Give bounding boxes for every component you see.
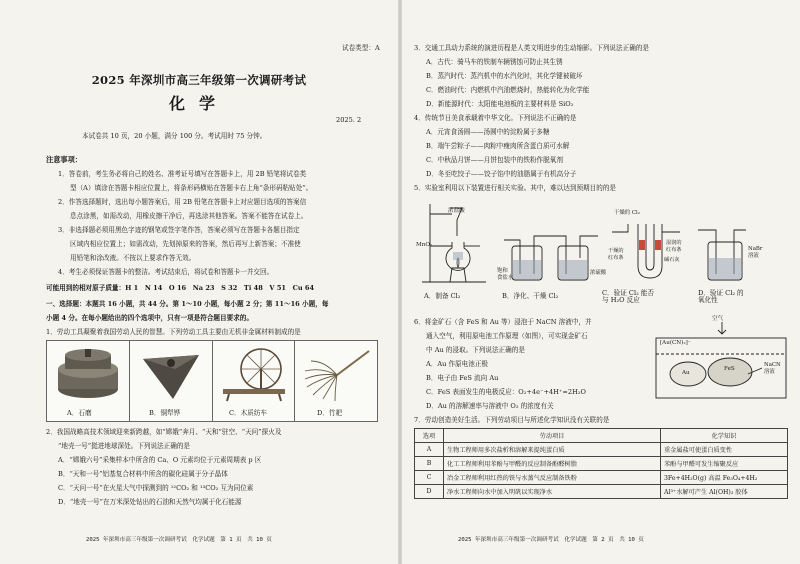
q5-stem: 5．实验室利用以下装置进行相关实验。其中，难以达到预期目的的是: [414, 184, 617, 192]
q7-table: [414, 428, 788, 499]
q3-option: C．燃油时代：内燃机中汽油燃烧时，热能转化为化学能: [426, 86, 590, 94]
q2-stem: “地壳一号”挺进地球深处。下列说法正确的是: [58, 442, 191, 450]
table-cell: B: [415, 457, 444, 471]
label-au: Au: [682, 370, 690, 376]
q3-option: A．古代：骑马车的铁制车辆锈蚀可防止其生锈: [426, 58, 563, 66]
table-row: [415, 485, 788, 499]
label-dry-cl2: 干燥的 Cl₂: [614, 210, 640, 216]
table-cell: 苯酚与甲醛可发生缩聚反应: [661, 457, 788, 471]
notes-title: 注意事项：: [46, 155, 82, 164]
page-footer: 2025 年深圳市高三年级第一次调研考试 化学试题 第 2 页 共 10 页: [458, 537, 644, 543]
table-row: [415, 443, 788, 457]
note-line: 息点涂黑，如需改动，用橡皮擦干净后，再选涂其他答案。答案不能答在试卷上。: [70, 212, 308, 220]
table-cell: 3Fe+4H₂O(g) 高温 Fe₃O₄+4H₂: [661, 471, 788, 485]
table-row: [415, 457, 788, 471]
q6-stem: 6．将金矿石（含 FeS 和 Au 等）浸泡于 NaCN 溶液中，并: [414, 318, 592, 326]
table-header-row: [415, 429, 788, 443]
q6-stem: 通入空气，利用原电池工作原理（如图），可实现金矿石: [426, 332, 588, 340]
exam-title: 2025 年深圳市高三年级第一次调研考试: [91, 73, 307, 87]
note-line: 用铅笔和涂改液。不按以上要求作答无效。: [70, 254, 196, 262]
q5-option: B．净化、干燥 Cl₂: [502, 292, 559, 300]
table-header: 选项: [415, 429, 444, 443]
label-lime: 碱石灰: [664, 257, 680, 263]
q1-stem: 1．劳动工具凝聚着我国劳动人民的智慧。下列劳动工具主要由无机非金属材料制成的是: [46, 328, 301, 336]
q4-option: A．元宵食汤圆——汤圆中的淀粉属于多糖: [426, 128, 550, 136]
q2-option: A．“嫦娥六号”采集样本中所含的 Ca、O 元素均位于元素周期表 p 区: [58, 456, 262, 464]
subject-title: 化学: [168, 94, 229, 113]
intro-text: 本试卷共 10 页，20 小题，满分 100 分。考试用时 75 分钟。: [82, 132, 267, 140]
label-nacn: NaCN 溶液: [764, 362, 781, 375]
q2-option: C．“天问一号”在火星大气中探测到的 ¹²CO₂ 和 ¹³CO₂ 互为同位素: [58, 484, 254, 492]
bamboo-rake-image: [301, 345, 371, 403]
label-saltwater: 饱和 食盐水: [497, 268, 514, 281]
q4-option: C．中秋品月饼——月饼包装中的铁粉作脱氧剂: [426, 156, 563, 164]
option-label: C．木质纺车: [229, 409, 268, 417]
q6-option: C．FeS 表面发生的电极反应：O₂+4e⁻+4H⁺=2H₂O: [426, 388, 586, 396]
q6-stem: 中 Au 的浸取。下列说法正确的是: [426, 346, 525, 354]
q4-option: D．冬至吃饺子——饺子馅中的油脂属于有机高分子: [426, 170, 577, 178]
table-cell: 重金属盐可使蛋白质变性: [661, 443, 788, 457]
q3-stem: 3．交通工具动力系统的演进历程是人类文明进步的生动缩影。下列说法正确的是: [414, 44, 649, 52]
page-1: [0, 0, 398, 564]
q3-option: B．蒸汽时代：蒸汽机中的水汽化时，其化学键被破坏: [426, 72, 583, 80]
table-cell: D: [415, 485, 444, 499]
q2-stem: 2．我国战略高技术领域迎来新跨越，如“嫦娥”奔月、“天和”驻空、“天问”探火及: [46, 428, 282, 436]
option-label: A．石磨: [67, 409, 92, 417]
q7-stem: 7．劳动创造美好生活。下列劳动项目与所述化学知识没有关联的是: [414, 416, 610, 424]
q4-option: B．端午尝粽子——肉粽中瘦肉所含蛋白质可水解: [426, 142, 570, 150]
section-heading: 一、选择题：本题共 16 小题，共 44 分。第 1～10 小题，每小题 2 分；第 11～16 小题，每: [46, 300, 329, 308]
note-line: 4．考生必须保证答题卡的整洁。考试结束后，将试卷和答题卡一并交回。: [58, 268, 274, 276]
spinning-wheel-image: [219, 345, 289, 403]
label-nabr: NaBr 溶液: [748, 246, 763, 259]
q5-option: A．制备 Cl₂: [424, 292, 461, 300]
note-line: 区域内相应位置上；如需改动，先划掉原来的答案，然后再写上新答案；不准使: [70, 240, 301, 248]
page-2: [402, 0, 800, 564]
q2-option: D．“地壳一号”在万米深处钻出的石油和天然气均属于化石能源: [58, 498, 242, 506]
q3-option: D．新能源时代：太阳能电池板的主要材料是 SiO₂: [426, 100, 574, 108]
q1-image-table: [46, 340, 378, 422]
q6-cell-diagram: [652, 318, 790, 402]
note-line: 1．答卷前，考生务必将自己的姓名、准考证号填写在答题卡上，用 2B 铅笔将试卷类: [58, 170, 307, 178]
q4-stem: 4．传统节日美食承载着中华文化。下列说法不正确的是: [414, 114, 577, 122]
q6-option: A．Au 作原电池正极: [426, 360, 489, 368]
label-h2so4: 浓硫酸: [590, 270, 607, 276]
table-header: 化学知识: [661, 429, 788, 443]
q6-option: B．电子由 FeS 流向 Au: [426, 374, 499, 382]
label-wet-paper: 湿润的 红布条: [666, 240, 682, 253]
exam-date: 2025. 2: [336, 116, 362, 124]
table-cell: Al³⁺水解可产生 Al(OH)₃ 胶体: [661, 485, 788, 499]
label-dry-paper: 干燥的 红布条: [608, 248, 624, 261]
table-row: [415, 471, 788, 485]
label-hcl: 浓盐酸: [448, 208, 465, 214]
section-heading: 小题 4 分。在每小题给出的四个选项中，只有一项是符合题目要求的。: [46, 314, 253, 322]
table-cell: 生物工程师用多次盐析和溶解来提纯蛋白质: [444, 443, 661, 457]
label-complex: [Au(CN)₂]⁻: [660, 340, 691, 346]
note-line: 2．作答选择题时，选出每小题答案后，用 2B 铅笔在答题卡上对应题目选项的答案信: [58, 198, 307, 206]
label-mno2: MnO₂: [416, 242, 433, 248]
atomic-masses: 可能用到的相对原子质量：H 1 N 14 O 16 Na 23 S 32 Ti 48 V 51 Cu 64: [46, 284, 315, 292]
table-cell: 化工工程师利用苯酚与甲醛的反应制备酚醛树脂: [444, 457, 661, 471]
table-cell: 净水工程师向水中加入明矾以实现净水: [444, 485, 661, 499]
option-label: D．竹耙: [317, 409, 343, 417]
table-cell: C: [415, 471, 444, 485]
q5-option: D．验证 Cl₂ 的 氧化性: [698, 289, 744, 304]
millstone-image: [55, 347, 121, 401]
note-line: 3．非选择题必须用黑色字迹的钢笔或签字笔作答，答案必须写在答题卡各题目指定: [58, 226, 300, 234]
table-header: 劳动项目: [444, 429, 661, 443]
paper-type: 试卷类型：A: [342, 44, 380, 52]
page-footer: 2025 年深圳市高三年级第一次调研考试 化学试题 第 1 页 共 10 页: [86, 537, 272, 543]
option-label: B．铜犁铧: [149, 409, 181, 417]
q6-option: D．Au 的溶解速率与溶液中 O₂ 的浓度有关: [426, 402, 554, 410]
note-line: 型（A）填涂在答题卡相应位置上，将条形码横贴在答题卡右上角“条形码粘贴处”。: [70, 184, 313, 192]
label-air: 空气: [712, 316, 724, 322]
q2-option: B．“天和一号”铝基复合材料中所含的碳化硅属于分子晶体: [58, 470, 228, 478]
q5-option: C．验证 Cl₂ 能否 与 H₂O 反应: [602, 289, 655, 304]
table-cell: 冶金工程师利用红热的铁与水蒸气反应制备铁粉: [444, 471, 661, 485]
plough-image: [139, 349, 203, 401]
table-cell: A: [415, 443, 444, 457]
label-fes: FeS: [724, 366, 735, 372]
